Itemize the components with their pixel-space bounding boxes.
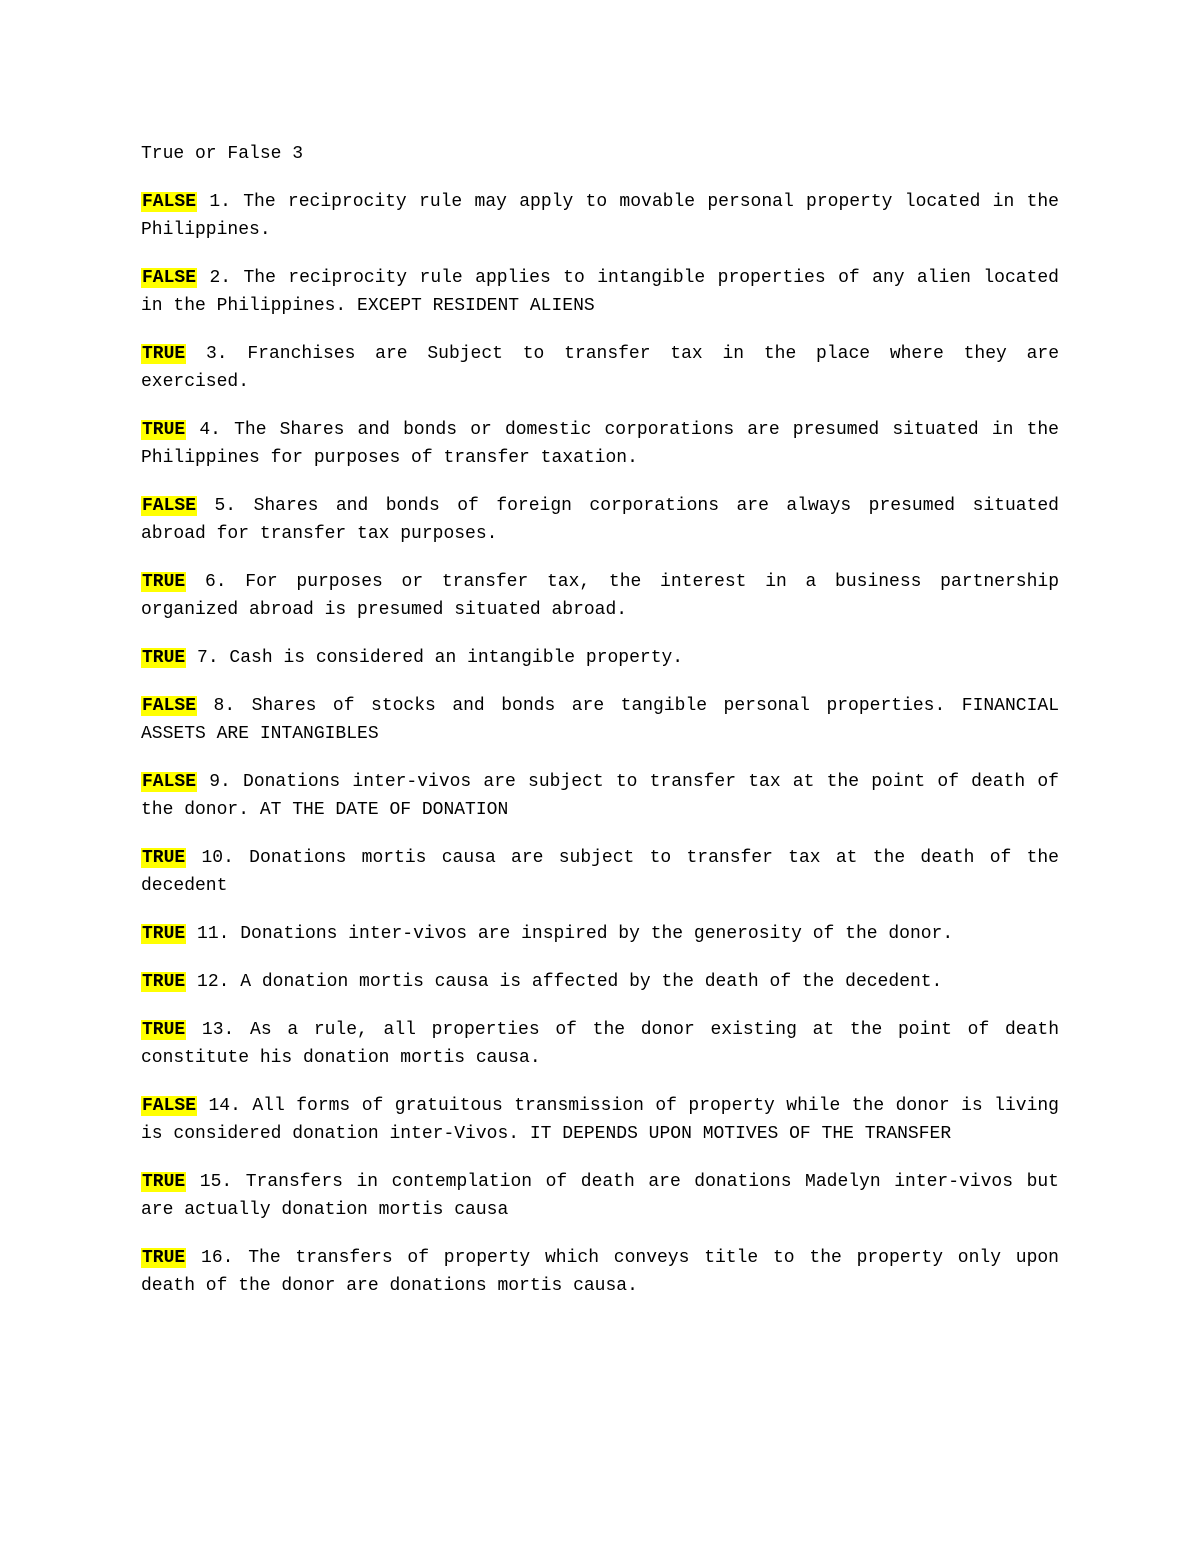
item-text: 15. Transfers in contemplation of death are donations Madelyn inter-vivos but are actually donation mortis causa bbox=[141, 1172, 1059, 1220]
answer-label: TRUE bbox=[142, 1172, 186, 1192]
item-text: 8. Shares of stocks and bonds are tangible personal properties. FINANCIAL ASSETS ARE INTANGIBLES bbox=[141, 696, 1059, 744]
answer-label: TRUE bbox=[142, 420, 186, 440]
answer-label: TRUE bbox=[142, 1020, 186, 1040]
answer-label: FALSE bbox=[142, 696, 197, 716]
item-text: 6. For purposes or transfer tax, the interest in a business partnership organized abroad is presumed situated abroad. bbox=[141, 572, 1059, 620]
list-item bbox=[141, 692, 1059, 748]
list-item bbox=[141, 1016, 1059, 1072]
answer-label: TRUE bbox=[142, 972, 186, 992]
list-item bbox=[141, 340, 1059, 396]
item-text: 2. The reciprocity rule applies to intangible properties of any alien located in the Philippines. EXCEPT RESIDENT ALIENS bbox=[141, 268, 1059, 316]
item-text: 11. Donations inter-vivos are inspired by the generosity of the donor. bbox=[197, 924, 954, 944]
item-text: 13. As a rule, all properties of the donor existing at the point of death constitute his donation mortis causa. bbox=[141, 1020, 1059, 1068]
list-item bbox=[141, 188, 1059, 244]
answer-label: TRUE bbox=[142, 924, 186, 944]
item-text: 16. The transfers of property which conveys title to the property only upon death of the donor are donations mortis causa. bbox=[141, 1248, 1059, 1296]
list-item bbox=[141, 768, 1059, 824]
list-item bbox=[141, 1168, 1059, 1224]
answer-label: TRUE bbox=[142, 344, 186, 364]
item-text: 12. A donation mortis causa is affected by the death of the decedent. bbox=[197, 972, 943, 992]
list-item bbox=[141, 920, 1059, 948]
item-text: 14. All forms of gratuitous transmission of property while the donor is living is considered donation inter-Vivos. IT DEPENDS UPON MOTIVES OF THE TRANSFER bbox=[141, 1096, 1059, 1144]
item-text: 4. The Shares and bonds or domestic corporations are presumed situated in the Philippines for purposes of transfer taxation. bbox=[141, 420, 1059, 468]
item-text: 1. The reciprocity rule may apply to movable personal property located in the Philippines. bbox=[141, 192, 1059, 240]
item-text: 9. Donations inter-vivos are subject to transfer tax at the point of death of the donor. AT THE DATE OF DONATION bbox=[141, 772, 1059, 820]
list-item bbox=[141, 644, 1059, 672]
document-page bbox=[141, 140, 1059, 1320]
list-item bbox=[141, 968, 1059, 996]
item-text: 3. Franchises are Subject to transfer tax in the place where they are exercised. bbox=[141, 344, 1059, 392]
list-item bbox=[141, 844, 1059, 900]
answer-label: FALSE bbox=[142, 772, 197, 792]
list-item bbox=[141, 1092, 1059, 1148]
item-text: 5. Shares and bonds of foreign corporations are always presumed situated abroad for transfer tax purposes. bbox=[141, 496, 1059, 544]
answer-label: FALSE bbox=[142, 496, 197, 516]
list-item bbox=[141, 416, 1059, 472]
list-item bbox=[141, 492, 1059, 548]
answer-label: TRUE bbox=[142, 1248, 186, 1268]
answer-label: TRUE bbox=[142, 648, 186, 668]
answer-label: FALSE bbox=[142, 1096, 197, 1116]
list-item bbox=[141, 1244, 1059, 1300]
answer-label: TRUE bbox=[142, 848, 186, 868]
answer-label: TRUE bbox=[142, 572, 186, 592]
list-item bbox=[141, 264, 1059, 320]
document-title: True or False 3 bbox=[141, 144, 304, 164]
answer-label: FALSE bbox=[142, 268, 197, 288]
item-text: 10. Donations mortis causa are subject to transfer tax at the death of the decedent bbox=[141, 848, 1059, 896]
item-text: 7. Cash is considered an intangible property. bbox=[197, 648, 684, 668]
list-item bbox=[141, 568, 1059, 624]
answer-label: FALSE bbox=[142, 192, 197, 212]
